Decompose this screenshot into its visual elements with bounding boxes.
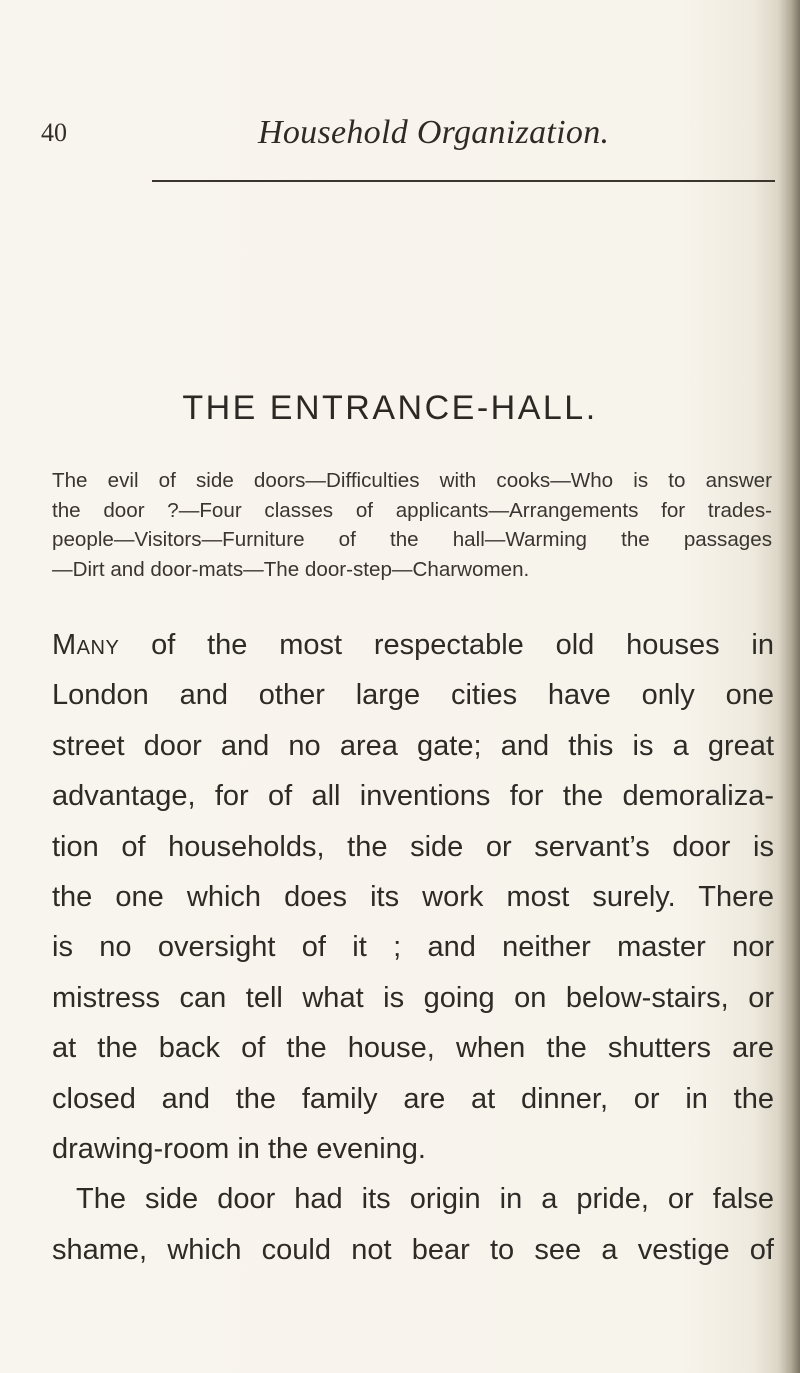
chapter-synopsis [52,466,772,584]
synopsis-line: The evil of side doors—Difficulties with cooks—Who is to answer [52,469,772,492]
body-line: at the back of the house, when the shutters are [52,1032,774,1065]
body-line-last: drawing-room in the evening. [52,1133,426,1166]
page-edge-shadow [778,0,800,1373]
body-line-first [52,620,774,670]
running-head [0,103,800,163]
page-number: 40 [41,118,67,147]
body-line: advantage, for of all inventions for the demoraliza- [52,780,774,813]
body-line: London and other large cities have only one [52,679,774,712]
body-line: street door and no area gate; and this is a great [52,729,774,762]
paragraph2-line: The side door had its origin in a pride, or false [76,1183,774,1216]
body-line: the one which does its work most surely. There [52,881,774,914]
synopsis-line: people—Visitors—Furniture of the hall—Warming the passages [52,528,772,551]
first-line-rest: of the most respectable old houses in [119,629,774,661]
body-text [52,620,774,1275]
body-line: tion of households, the side or servant’s door is [52,830,774,863]
running-title: Household Organization. [258,114,610,151]
body-line: closed and the family are at dinner, or in the [52,1082,774,1115]
chapter-title: THE ENTRANCE-HALL. [182,389,598,427]
body-line: mistress can tell what is going on below-stairs, or [52,981,774,1014]
synopsis-line: the door ?—Four classes of applicants—Arrangements for trades- [52,498,772,522]
synopsis-line: —Dirt and door-mats—The door-step—Charwomen. [52,557,530,581]
body-line: is no oversight of it ; and neither master nor [52,931,774,964]
opening-word: Many [52,629,120,661]
header-rule [152,180,775,182]
paragraph2-line: shame, which could not bear to see a vestige of [52,1233,774,1266]
